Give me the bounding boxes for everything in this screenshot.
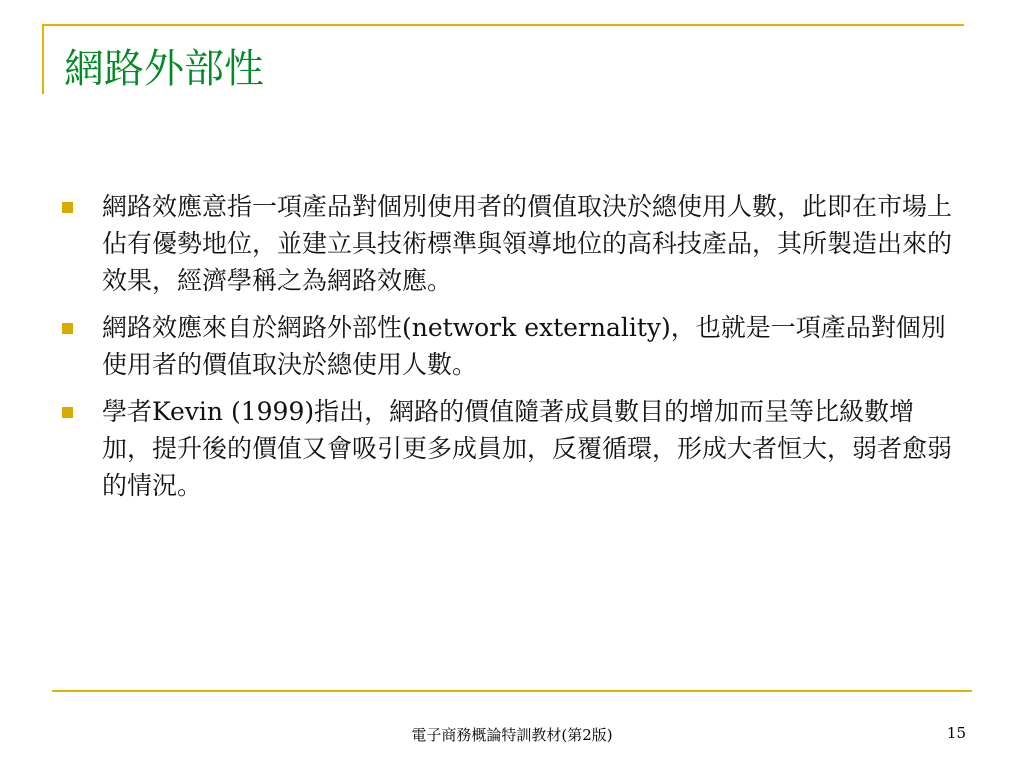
footer-caption: 電子商務概論特訓教材(第2版) bbox=[411, 726, 613, 744]
square-bullet-icon bbox=[62, 202, 73, 213]
bullet-list bbox=[62, 188, 962, 514]
bottom-divider bbox=[52, 690, 972, 692]
top-divider bbox=[42, 24, 964, 26]
bullet-item bbox=[62, 393, 962, 504]
slide-title: 網路外部性 bbox=[64, 46, 264, 92]
bullet-text: 網路效應意指一項產品對個別使用者的價值取決於總使用人數，此即在市場上佔有優勢地位，並建立具技術標準與領導地位的高科技產品，其所製造出來的效果，經濟學稱之為網路效應。 bbox=[102, 192, 953, 295]
square-bullet-icon bbox=[62, 407, 73, 418]
bullet-item bbox=[62, 188, 962, 299]
page-number: 15 bbox=[946, 724, 966, 742]
bullet-text: 學者Kevin (1999)指出，網路的價值隨著成員數目的增加而呈等比級數增加，提升後的價值又會吸引更多成員加，反覆循環，形成大者恒大，弱者愈弱的情況。 bbox=[102, 397, 953, 500]
square-bullet-icon bbox=[62, 323, 73, 334]
bullet-text: 網路效應來自於網路外部性(network externality)，也就是一項產品對個別使用者的價值取決於總使用人數。 bbox=[102, 313, 946, 379]
bullet-item bbox=[62, 309, 962, 383]
left-accent-bar bbox=[42, 24, 44, 94]
